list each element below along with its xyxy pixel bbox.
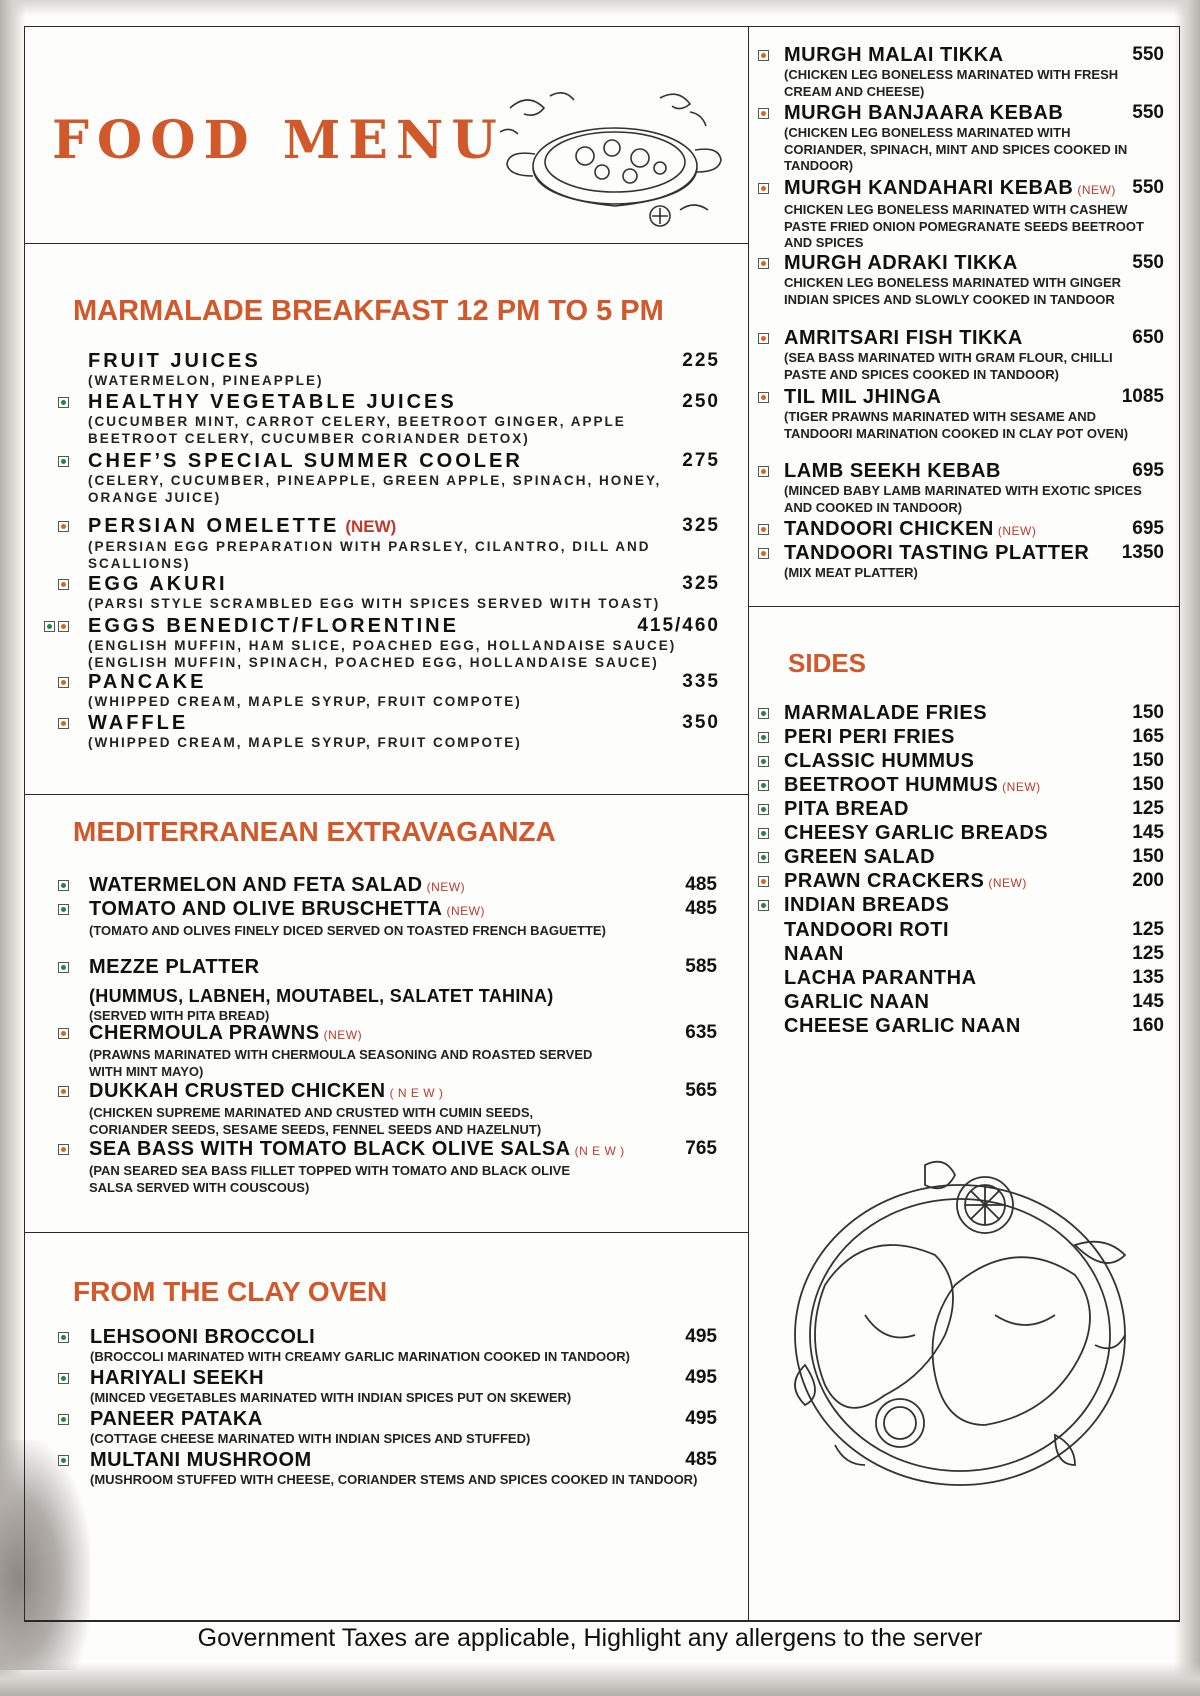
item-name — [784, 919, 1164, 942]
item-name — [784, 846, 1164, 869]
item-name-text: FRUIT JUICES — [88, 350, 261, 372]
menu-item — [89, 1080, 717, 1138]
item-description: (TIGER PRAWNS MARINATED WITH SESAME AND TANDOORI MARINATION COOKED IN CLAY POT OVEN) — [784, 409, 1129, 441]
item-name — [784, 386, 1164, 409]
item-description: (MUSHROOM STUFFED WITH CHEESE, CORIANDER STEMS AND SPICES COOKED IN TANDOOR) — [90, 1472, 698, 1487]
item-name — [784, 327, 1164, 350]
item-name — [784, 518, 1164, 543]
item-name — [89, 874, 717, 899]
non-veg-icon — [758, 524, 769, 535]
item-name — [88, 350, 720, 372]
menu-item — [784, 967, 1164, 990]
item-name — [784, 102, 1164, 125]
item-name-text: MURGH ADRAKI TIKKA — [784, 252, 1018, 274]
section-heading-mediterranean: MEDITERRANEAN EXTRAVAGANZA — [73, 816, 556, 847]
item-name-text: PERI PERI FRIES — [784, 726, 955, 748]
item-price: 325 — [682, 573, 720, 594]
menu-item — [90, 1408, 717, 1448]
item-name — [88, 515, 720, 538]
item-price: 550 — [1132, 44, 1164, 65]
item-price: 695 — [1132, 518, 1164, 539]
menu-item — [784, 542, 1164, 582]
item-price: 145 — [1132, 822, 1164, 843]
item-description: (PAN SEARED SEA BASS FILLET TOPPED WITH TOMATO AND BLACK OLIVE SALSA SERVED WITH COUSCOUS) — [89, 1163, 571, 1195]
item-name — [90, 1408, 717, 1431]
item-description: (PRAWNS MARINATED WITH CHERMOULA SEASONING AND ROASTED SERVED WITH MINT MAYO) — [89, 1047, 593, 1079]
item-name — [89, 1022, 717, 1047]
veg-icon — [58, 1332, 69, 1343]
item-name-text: MURGH BANJAARA KEBAB — [784, 102, 1064, 124]
veg-icon — [758, 828, 769, 839]
menu-item — [90, 1326, 717, 1366]
item-price: 225 — [682, 350, 720, 371]
veg-icon — [58, 904, 69, 915]
item-name — [784, 894, 1164, 917]
non-veg-icon — [758, 108, 769, 119]
item-name — [90, 1367, 717, 1390]
item-name-text: EGGS BENEDICT/FLORENTINE — [88, 615, 459, 637]
new-badge: (NEW) — [426, 880, 466, 894]
item-name — [88, 615, 720, 637]
item-price: 125 — [1132, 798, 1164, 819]
item-description: (MINCED VEGETABLES MARINATED WITH INDIAN SPICES PUT ON SKEWER) — [90, 1390, 572, 1405]
item-name — [88, 712, 720, 734]
item-price: 635 — [685, 1022, 717, 1043]
item-name-text: CHEF’S SPECIAL SUMMER COOLER — [88, 450, 523, 472]
non-veg-icon — [58, 1028, 69, 1039]
item-name-text: CHERMOULA PRAWNS — [89, 1022, 320, 1044]
new-badge: (NEW) — [1002, 780, 1041, 794]
item-description: CHICKEN LEG BONELESS MARINATED WITH CASHEW PASTE FRIED ONION POMEGRANATE SEEDS BEETROOT AND SPICES — [784, 202, 1144, 250]
item-name-text: TANDOORI CHICKEN — [784, 518, 994, 540]
item-description: (BROCCOLI MARINATED WITH CREAMY GARLIC MARINATION COOKED IN TANDOOR) — [90, 1349, 630, 1364]
menu-title: FOOD MENU — [52, 110, 505, 171]
menu-item — [784, 702, 1164, 725]
item-name — [784, 943, 1164, 966]
veg-icon — [758, 780, 769, 791]
item-name-text: LEHSOONI BROCCOLI — [90, 1326, 316, 1348]
item-name — [784, 44, 1164, 67]
item-name-text: TANDOORI ROTI — [784, 919, 950, 941]
menu-item — [88, 391, 720, 447]
item-name-text: EGG AKURI — [88, 573, 228, 595]
non-veg-icon — [758, 183, 769, 194]
non-veg-icon — [758, 258, 769, 269]
item-price: 325 — [682, 515, 720, 536]
menu-item — [784, 460, 1164, 516]
veg-icon — [58, 1414, 69, 1425]
section-heading-breakfast: MARMALADE BREAKFAST 12 PM TO 5 PM — [73, 295, 664, 327]
section-heading-sides: SIDES — [788, 648, 867, 678]
item-price: 495 — [685, 1367, 717, 1388]
non-veg-icon — [758, 50, 769, 61]
item-components: (HUMMUS, LABNEH, MOUTABEL, SALATET TAHINA) — [89, 986, 554, 1006]
non-veg-icon — [58, 1144, 69, 1155]
menu-item — [784, 177, 1164, 252]
item-name — [90, 1326, 717, 1349]
veg-icon — [44, 621, 55, 632]
item-name — [784, 774, 1164, 799]
item-description: CHICKEN LEG BONELESS MARINATED WITH GINGER INDIAN SPICES AND SLOWLY COOKED IN TANDOOR — [784, 275, 1122, 307]
item-price: 125 — [1132, 943, 1164, 964]
menu-item — [88, 450, 720, 506]
veg-icon — [758, 732, 769, 743]
item-name-text: BEETROOT HUMMUS — [784, 774, 999, 796]
menu-item — [784, 870, 1164, 895]
item-name-text: GREEN SALAD — [784, 846, 936, 868]
item-name-text: WAFFLE — [88, 712, 189, 734]
non-veg-icon — [58, 579, 69, 590]
item-price: 650 — [1132, 327, 1164, 348]
new-badge: (N E W ) — [574, 1144, 625, 1158]
non-veg-icon — [58, 677, 69, 688]
item-name-text: PANEER PATAKA — [90, 1408, 263, 1430]
paper-edge-top — [0, 0, 1200, 16]
item-price: 585 — [685, 956, 717, 977]
item-price: 160 — [1132, 1015, 1164, 1036]
item-price: 1350 — [1121, 542, 1164, 563]
new-badge: (NEW) — [988, 876, 1027, 890]
non-veg-icon — [758, 876, 769, 887]
item-price: 495 — [685, 1408, 717, 1429]
menu-item — [784, 44, 1164, 100]
divider-footer — [24, 1620, 1180, 1621]
item-name-text: PRAWN CRACKERS — [784, 870, 985, 892]
non-veg-icon — [58, 621, 69, 632]
non-veg-icon — [58, 718, 69, 729]
item-price: 765 — [685, 1138, 717, 1159]
menu-item — [784, 327, 1164, 383]
item-name — [88, 391, 720, 413]
menu-item — [784, 943, 1164, 966]
veg-icon — [758, 900, 769, 911]
non-veg-icon — [758, 333, 769, 344]
non-veg-icon — [58, 521, 69, 532]
veg-icon — [58, 397, 69, 408]
new-badge: ( N E W ) — [389, 1086, 444, 1100]
menu-item — [784, 102, 1164, 175]
item-name — [784, 542, 1164, 565]
menu-item — [784, 894, 1164, 917]
item-price: 485 — [685, 898, 717, 919]
tandoori-chicken-plate-illustration — [775, 1145, 1150, 1515]
item-name-text: HARIYALI SEEKH — [90, 1367, 265, 1389]
item-price: 150 — [1132, 702, 1164, 723]
menu-item — [88, 515, 720, 572]
item-name-text: TOMATO AND OLIVE BRUSCHETTA — [89, 898, 443, 920]
item-name-text: CHEESE GARLIC NAAN — [784, 1015, 1021, 1037]
item-description: (MIX MEAT PLATTER) — [784, 565, 918, 580]
new-badge: (NEW) — [997, 524, 1037, 538]
item-name — [784, 1015, 1164, 1038]
new-badge: (NEW) — [345, 517, 397, 536]
footer-note: Government Taxes are applicable, Highlight any allergens to the server — [197, 1624, 983, 1652]
item-description: (COTTAGE CHEESE MARINATED WITH INDIAN SPICES AND STUFFED) — [90, 1431, 531, 1446]
item-price: 150 — [1132, 846, 1164, 867]
menu-item — [89, 874, 717, 899]
item-price: 485 — [685, 1449, 717, 1470]
item-name-text: LACHA PARANTHA — [784, 967, 977, 989]
seafood-pan-illustration — [490, 88, 735, 233]
item-description: (PERSIAN EGG PREPARATION WITH PARSLEY, CILANTRO, DILL AND SCALLIONS) — [88, 539, 651, 571]
menu-item — [88, 573, 720, 612]
menu-item — [90, 1449, 717, 1489]
item-price: 150 — [1132, 750, 1164, 771]
item-name — [784, 750, 1164, 773]
divider-header — [24, 243, 748, 244]
item-name-text: MEZZE PLATTER — [89, 956, 260, 978]
item-description: (MINCED BABY LAMB MARINATED WITH EXOTIC SPICES AND COOKED IN TANDOOR) — [784, 483, 1142, 515]
item-description: (WHIPPED CREAM, MAPLE SYRUP, FRUIT COMPOTE) — [88, 694, 522, 709]
item-price: 550 — [1132, 102, 1164, 123]
item-price: 550 — [1132, 252, 1164, 273]
new-badge: (NEW) — [1077, 183, 1116, 197]
item-name — [88, 573, 720, 595]
item-description: (CHICKEN SUPREME MARINATED AND CRUSTED WITH CUMIN SEEDS, CORIANDER SEEDS, SESAME SEEDS, FENNEL SEEDS AND HAZELNUT) — [89, 1105, 542, 1137]
item-name-text: HEALTHY VEGETABLE JUICES — [88, 391, 457, 413]
item-name-text: MURGH MALAI TIKKA — [784, 44, 1004, 66]
veg-icon — [58, 1373, 69, 1384]
item-name — [89, 1138, 717, 1163]
item-name-text: PITA BREAD — [784, 798, 909, 820]
item-description: (CUCUMBER MINT, CARROT CELERY, BEETROOT GINGER, APPLE BEETROOT CELERY, CUCUMBER CORIANDER DETOX) — [88, 414, 626, 446]
menu-item — [784, 774, 1164, 799]
item-description: (ENGLISH MUFFIN, HAM SLICE, POACHED EGG, HOLLANDAISE SAUCE) (ENGLISH MUFFIN, SPINACH, POACHED EGG, HOLLANDAISE SAUCE) — [88, 638, 677, 670]
non-veg-icon — [758, 466, 769, 477]
item-price: 695 — [1132, 460, 1164, 481]
item-name-text: CLASSIC HUMMUS — [784, 750, 975, 772]
veg-icon — [758, 804, 769, 815]
menu-item — [90, 1367, 717, 1407]
item-price: 350 — [682, 712, 720, 733]
item-price: 495 — [685, 1326, 717, 1347]
item-price: 165 — [1132, 726, 1164, 747]
item-name-text: TANDOORI TASTING PLATTER — [784, 542, 1090, 564]
menu-item — [784, 750, 1164, 773]
non-veg-icon — [758, 392, 769, 403]
item-price: 550 — [1132, 177, 1164, 198]
item-description: (WHIPPED CREAM, MAPLE SYRUP, FRUIT COMPOTE) — [88, 735, 522, 750]
item-price: 565 — [685, 1080, 717, 1101]
item-name — [784, 252, 1164, 275]
veg-icon — [58, 456, 69, 467]
item-name-text: AMRITSARI FISH TIKKA — [784, 327, 1023, 349]
item-name — [88, 671, 720, 693]
item-price: 415/460 — [637, 615, 720, 636]
item-name-text: CHEESY GARLIC BREADS — [784, 822, 1049, 844]
menu-item — [784, 1015, 1164, 1038]
item-name-text: MULTANI MUSHROOM — [90, 1449, 312, 1471]
item-name — [88, 450, 720, 472]
item-name — [784, 177, 1164, 202]
menu-item — [784, 846, 1164, 869]
item-name — [784, 967, 1164, 990]
item-price: 150 — [1132, 774, 1164, 795]
item-name-text: TIL MIL JHINGA — [784, 386, 942, 408]
non-veg-icon — [758, 548, 769, 559]
item-price: 335 — [682, 671, 720, 692]
veg-icon — [758, 852, 769, 863]
item-name — [89, 898, 717, 923]
menu-item — [89, 898, 717, 940]
item-name-text: PANCAKE — [88, 671, 207, 693]
menu-item — [89, 956, 717, 1025]
item-name-text: GARLIC NAAN — [784, 991, 930, 1013]
column-divider — [748, 26, 749, 1622]
new-badge: (NEW) — [446, 904, 485, 918]
menu-item — [88, 671, 720, 710]
menu-item — [88, 712, 720, 751]
divider-mediterranean — [24, 1232, 748, 1233]
item-price: 145 — [1132, 991, 1164, 1012]
item-name-text: INDIAN BREADS — [784, 894, 950, 916]
menu-item — [784, 991, 1164, 1014]
item-name — [90, 1449, 717, 1472]
item-name — [784, 726, 1164, 749]
item-price: 200 — [1132, 870, 1164, 891]
new-badge: (NEW) — [323, 1028, 363, 1042]
item-price: 125 — [1132, 919, 1164, 940]
item-name — [784, 798, 1164, 821]
veg-icon — [758, 756, 769, 767]
section-heading-clay-oven: FROM THE CLAY OVEN — [73, 1276, 388, 1307]
item-price: 135 — [1132, 967, 1164, 988]
item-description: (CHICKEN LEG BONELESS MARINATED WITH CORIANDER, SPINACH, MINT AND SPICES COOKED IN TANDOOR) — [784, 125, 1128, 173]
item-name-text: MARMALADE FRIES — [784, 702, 988, 724]
veg-icon — [758, 708, 769, 719]
item-name — [784, 822, 1164, 845]
item-name-text: WATERMELON AND FETA SALAD — [89, 874, 423, 896]
non-veg-icon — [58, 1086, 69, 1097]
divider-tandoor — [748, 606, 1180, 607]
menu-item — [784, 252, 1164, 308]
veg-icon — [58, 880, 69, 891]
item-description: (TOMATO AND OLIVES FINELY DICED SERVED ON TOASTED FRENCH BAGUETTE) — [89, 923, 606, 938]
veg-icon — [58, 1455, 69, 1466]
item-price: 250 — [682, 391, 720, 412]
menu-item — [784, 822, 1164, 845]
menu-item — [89, 1138, 717, 1196]
item-name — [89, 956, 717, 979]
item-name-text: NAAN — [784, 943, 844, 965]
item-name-text: PERSIAN OMELETTE — [88, 515, 340, 537]
menu-item — [88, 615, 720, 671]
item-description: (PARSI STYLE SCRAMBLED EGG WITH SPICES SERVED WITH TOAST) — [88, 596, 661, 611]
item-description: (WATERMELON, PINEAPPLE) — [88, 373, 324, 388]
item-name-text: LAMB SEEKH KEBAB — [784, 460, 1001, 482]
divider-breakfast — [24, 794, 748, 795]
menu-item — [784, 798, 1164, 821]
paper-edge-bottom — [0, 1662, 1200, 1696]
item-price: 485 — [685, 874, 717, 895]
item-name — [784, 702, 1164, 725]
menu-item — [784, 726, 1164, 749]
menu-item — [89, 1022, 717, 1080]
item-name-text: DUKKAH CRUSTED CHICKEN — [89, 1080, 386, 1102]
menu-item — [88, 350, 720, 389]
item-description: (SERVED WITH PITA BREAD) — [89, 1008, 270, 1023]
menu-item — [784, 386, 1164, 442]
item-description: (CHICKEN LEG BONELESS MARINATED WITH FRESH CREAM AND CHEESE) — [784, 67, 1119, 99]
menu-item — [784, 919, 1164, 942]
item-description: (CELERY, CUCUMBER, PINEAPPLE, GREEN APPLE, SPINACH, HONEY, ORANGE JUICE) — [88, 473, 662, 505]
item-price: 275 — [682, 450, 720, 471]
item-description: (SEA BASS MARINATED WITH GRAM FLOUR, CHILLI PASTE AND SPICES COOKED IN TANDOOR) — [784, 350, 1113, 382]
veg-icon — [58, 962, 69, 973]
item-name — [784, 460, 1164, 483]
item-name — [89, 1080, 717, 1105]
item-name — [784, 870, 1164, 895]
item-name-text: MURGH KANDAHARI KEBAB — [784, 177, 1074, 199]
item-price: 1085 — [1121, 386, 1164, 407]
menu-item — [784, 518, 1164, 543]
item-name — [784, 991, 1164, 1014]
item-name-text: SEA BASS WITH TOMATO BLACK OLIVE SALSA — [89, 1138, 571, 1160]
